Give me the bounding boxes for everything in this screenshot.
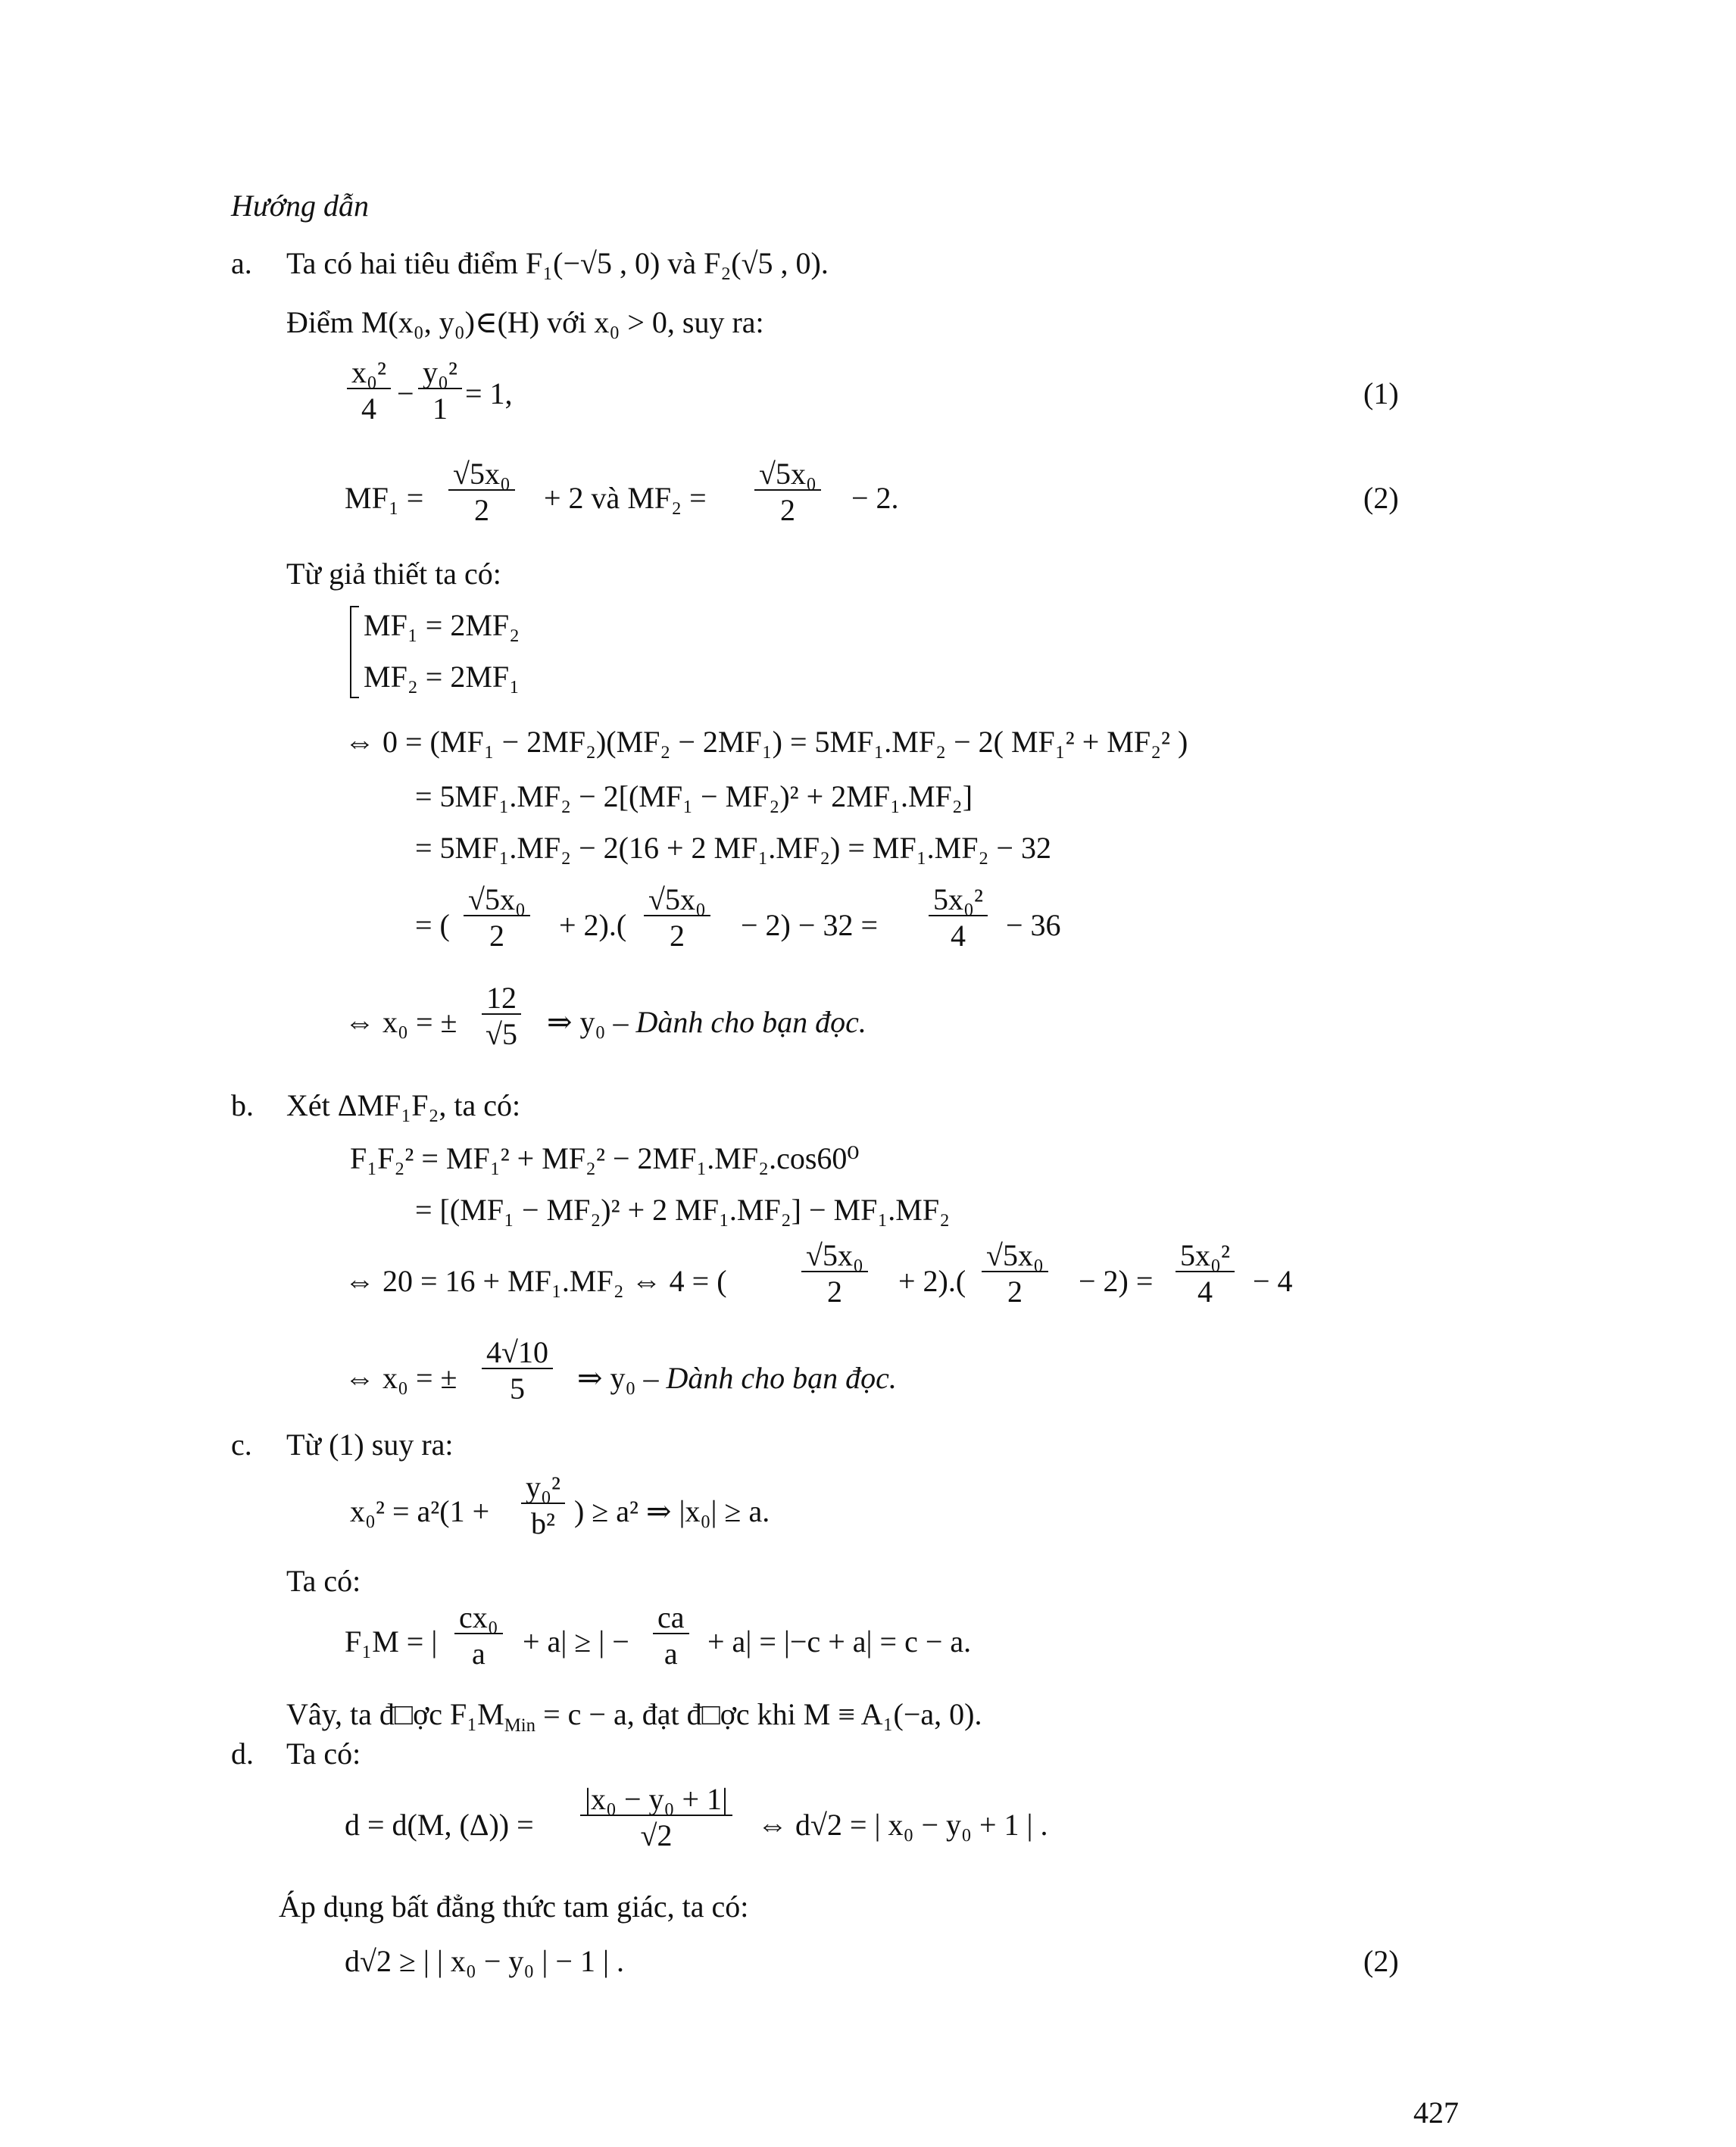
part-b-line-1: Xét ΔMF₁F₂, ta có: (286, 1088, 521, 1122)
eq1-tag: (1) (1363, 376, 1399, 410)
part-b-eq-3-frac-2: $\frac{\text{√5x₀}}{2}$ (982, 1240, 1048, 1307)
part-d-eq-2: d√2 ≥ | | x₀ − y₀ | − 1 | . (345, 1944, 624, 1978)
result-a-fraction: $\frac{12}{√5}$ (482, 983, 521, 1050)
part-c-line-3: Vây, ta đ□ợc $F_1M_{Min} = c - a$, đạt đ□ợc khi M ≡ A₁(−a, 0). (286, 1697, 982, 1736)
part-b-eq-1: F₁F₂² = MF₁² + MF₂² − 2MF₁.MF₂.cos60⁰ (350, 1141, 860, 1175)
part-d-eq-1-b: ⇔ d√2 = | x₀ − y₀ + 1 | . (757, 1808, 1048, 1842)
eq2-tag: (2) (1363, 481, 1399, 515)
part-a-line-1: Ta có hai tiêu điểm F₁(−√5 , 0) và F₂(√5 , 0). (286, 246, 829, 280)
part-d-label: d. (231, 1737, 254, 1771)
derivation-4-a: = ( (415, 908, 450, 942)
eq2-end: − 2. (851, 481, 899, 515)
eq2-fraction-1: $\frac{\text{√5x₀}}{2}$ (448, 459, 515, 526)
part-c-label: c. (231, 1428, 252, 1462)
eq2-lhs: MF₁ = (345, 481, 424, 515)
result-b-fraction: $\frac{4√10}{5}$ (482, 1337, 553, 1404)
part-c-line-1: Từ (1) suy ra: (286, 1428, 454, 1462)
part-b-eq-3-frac-3: $\frac{\text{5x₀²}}{4}$ (1176, 1240, 1235, 1307)
derivation-4-c: − 2) − 32 = (741, 908, 878, 942)
result-b-lhs: ⇔ x₀ = ± (345, 1361, 457, 1395)
eq2-fraction-2: $\frac{\text{√5x₀}}{2}$ (754, 459, 821, 526)
derivation-line-2: = 5MF₁.MF₂ − 2[(MF₁ − MF₂)² + 2MF₁.MF₂] (415, 779, 973, 813)
eq1-fraction-y: $\frac{\text{y₀²}}{1}$ (418, 357, 462, 424)
derivation-4-d: − 36 (1006, 908, 1061, 942)
part-d-line-1: Ta có: (286, 1737, 361, 1771)
derivation-4-frac-2: $\frac{\text{√5x₀}}{2}$ (644, 885, 710, 951)
eq1-rhs: = 1, (465, 376, 513, 410)
result-a-lhs: ⇔ x₀ = ± (345, 1005, 457, 1039)
part-c-eq-1-frac: $\frac{\text{y₀²}}{\text{b²}}$ (521, 1472, 565, 1539)
part-c-eq-2-frac-1: $\frac{\text{cx₀}}{a}$ (454, 1602, 503, 1669)
system-eq-2: MF₂ = 2MF₁ (364, 660, 520, 694)
part-a-line-3: Từ giả thiết ta có: (286, 557, 501, 591)
part-b-eq-3-d: − 4 (1253, 1264, 1293, 1298)
part-b-label: b. (231, 1088, 254, 1122)
eq2-mid: + 2 và MF₂ = (544, 481, 707, 515)
result-b-rhs: ⇒ y₀ – Dành cho bạn đọc. (577, 1361, 897, 1395)
result-a-rhs: ⇒ y₀ – Dành cho bạn đọc. (547, 1005, 866, 1039)
part-c-eq-2-a: F₁M = | (345, 1624, 438, 1659)
derivation-4-frac-3: $\frac{\text{5x₀²}}{4}$ (929, 885, 988, 951)
eq1-fraction-x: $\frac{\text{x₀²}}{4}$ (347, 357, 391, 424)
part-d-line-2: Áp dụng bất đẳng thức tam giác, ta có: (279, 1890, 749, 1924)
part-b-eq-3-c: − 2) = (1079, 1264, 1154, 1298)
part-c-eq-2-c: + a| = |−c + a| = c − a. (707, 1624, 972, 1659)
page-number: 427 (1413, 2096, 1459, 2130)
derivation-line-1: ⇔ 0 = (MF₁ − 2MF₂)(MF₂ − 2MF₁) = 5MF₁.MF₂ − 2( MF₁² + MF₂² ) (345, 725, 1188, 759)
heading: Hướng dẫn (231, 189, 370, 223)
part-c-line-2: Ta có: (286, 1564, 361, 1598)
system-eq-1: MF₁ = 2MF₂ (364, 608, 520, 642)
part-c-eq-1-a: x₀² = a²(1 + (350, 1494, 490, 1528)
part-b-eq-3-frac-1: $\frac{\text{√5x₀}}{2}$ (801, 1240, 868, 1307)
part-d-eq-1-a: d = d(M, (Δ)) = (345, 1808, 534, 1842)
part-d-eq-2-tag: (2) (1363, 1944, 1399, 1978)
part-b-eq-3-a: ⇔ 20 = 16 + MF₁.MF₂ ⇔ 4 = ( (345, 1264, 727, 1298)
part-c-eq-1-b: ) ≥ a² ⇒ |x₀| ≥ a. (574, 1494, 770, 1528)
derivation-line-3: = 5MF₁.MF₂ − 2(16 + 2 MF₁.MF₂) = MF₁.MF₂ − 32 (415, 831, 1051, 865)
system-bracket (350, 606, 359, 698)
part-d-eq-1-frac: $\frac{\text{|x₀ − y₀ + 1|}}{√2}$ (580, 1784, 732, 1851)
derivation-4-frac-1: $\frac{\text{√5x₀}}{2}$ (464, 885, 530, 951)
part-c-eq-2-b: + a| ≥ | − (523, 1624, 629, 1659)
derivation-4-b: + 2).( (559, 908, 627, 942)
part-c-eq-2-frac-2: $\frac{ca}{a}$ (653, 1602, 689, 1669)
part-b-eq-3-b: + 2).( (898, 1264, 966, 1298)
part-a-line-2: Điểm M(x₀, y₀)∈(H) với x₀ > 0, suy ra: (286, 305, 764, 339)
part-a-label: a. (231, 246, 252, 280)
eq1-minus: − (397, 376, 414, 410)
part-b-eq-2: = [(MF₁ − MF₂)² + 2 MF₁.MF₂] − MF₁.MF₂ (415, 1193, 951, 1227)
